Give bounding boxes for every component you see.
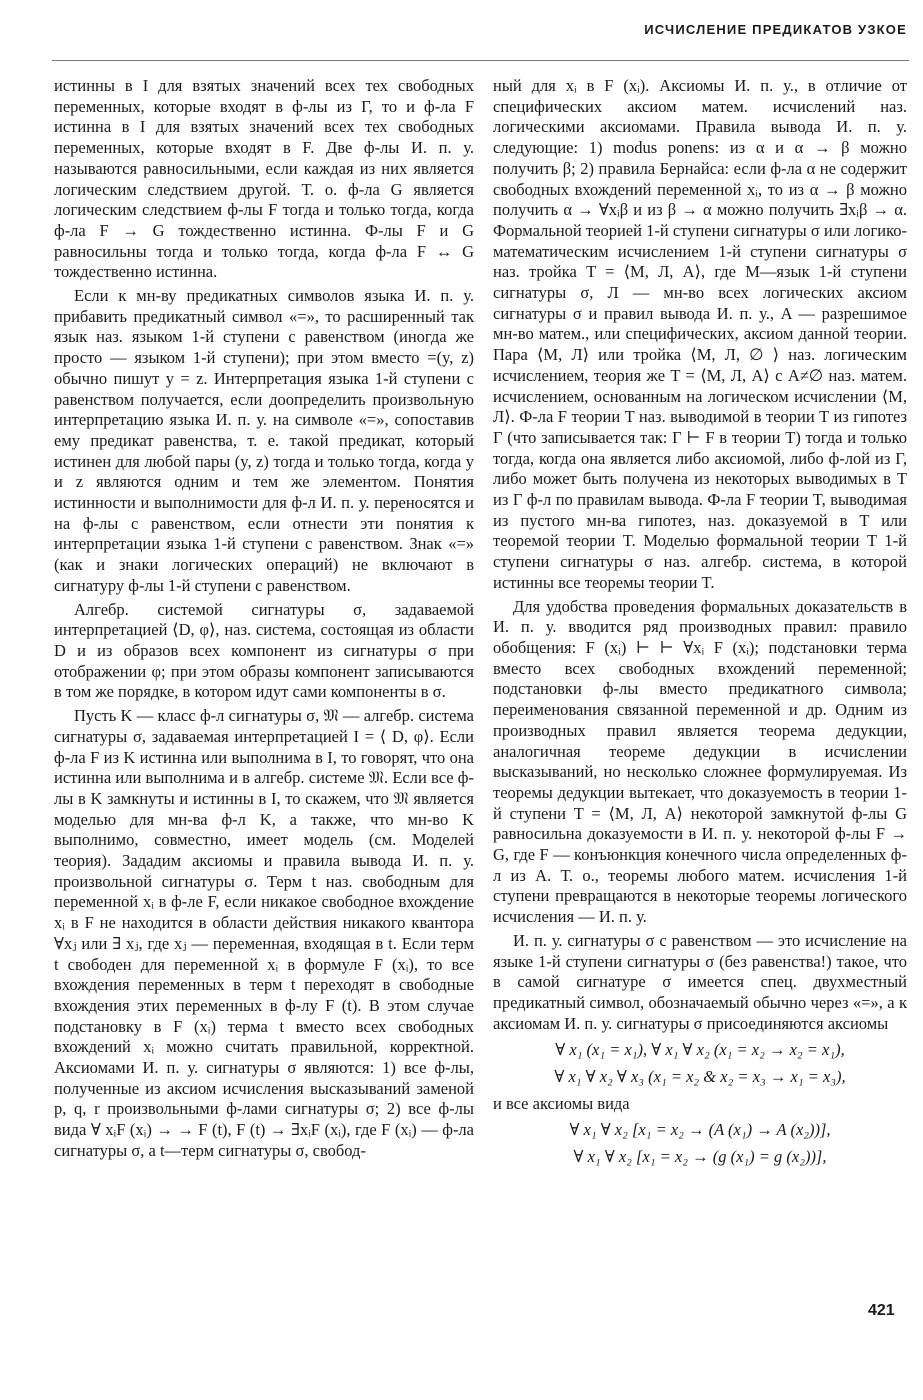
left-column [54, 76, 474, 1165]
paragraph: Алгебр. системой сигнатуры σ, задаваемой интерпретацией ⟨D, φ⟩, наз. система, состоящая из области D и из образов всех компонент из сигнатуры σ при отображении φ; при этом образы компонент записываются в том же порядке, в котором идут сами компоненты в σ. [54, 599, 474, 702]
paragraph: Если к мн-ву предикатных символов языка И. п. у. прибавить предикатный символ «=», то расширенный так язык наз. языком 1-й ступени с равенством (иногда же просто — языком 1-й ступени); при этом вместо =(y, z) обычно пишут y = z. Интерпретация языка 1-й ступени с равенством получается, если доопределить произвольную интерпретацию языка И. п. у. на символе «=», сопоставив ему предикат равенства, т. е. такой предикат, который истинен для любой пары (y, z) тогда и только тогда, когда y и z являются одним и тем же элементом. Понятия истинности и выполнимости для ф-л И. п. у. переносятся и на ф-лы с равенством, если отнести эти понятия к интерпретации языка 1-й ступени с равенством. Знак «=» (как и знаки логических операций) не включают в сигнатуру ф-лы 1-й ступени с равенством. [54, 286, 474, 595]
paragraph: Пусть K — класс ф-л сигнатуры σ, 𝔐 — алгебр. система сигнатуры σ, задаваемая интерпретацией I = ⟨ D, φ⟩. Если ф-ла F из K истинна или выполнима в I, то говорят, что она истинна или выполнима и в алгебр. системе 𝔐. Если все ф-лы в K замкнуты и истинны в I, то скажем, что 𝔐 является моделью для мн-ва ф-л K, а также, что мн-во K выполнимо, совместно, имеет модель (см. Моделей теория). Зададим аксиомы и правила вывода И. п. у. произвольной сигнатуры σ. Терм t наз. свободным для переменной xᵢ в ф-ле F, если никакое свободное вхождение xᵢ в F не находится в области действия никакого квантора ∀xⱼ или ∃ xⱼ, где xⱼ — переменная, входящая в t. Если терм t свободен для переменной xᵢ в формуле F (xᵢ), то все вхождения переменных в терм t переходят в свободные вхождения этих переменных в ф-лу F (t). В этом случае подстановку в F (xᵢ) терма t вместо всех свободных вхождений xᵢ можно считать правильной, корректной. Аксиомами И. п. у. сигнатуры σ являются: 1) все ф-лы, полученные из аксиом исчисления высказываний заменой p, q, r произвольными ф-лами сигнатуры σ; 2) все ф-лы вида ∀ xᵢF (xᵢ) → → F (t), F (t) → ∃xᵢF (xᵢ), где F (xᵢ) — ф-ла сигнатуры σ, а t—терм сигнатуры σ, свобод- [54, 706, 474, 1160]
formula-line: ∀ x₁ (x₁ = x₁), ∀ x₁ ∀ x₂ (x₁ = x₂ → x₂ = x₁), [555, 1040, 845, 1060]
paragraph: истинны в I для взятых значений всех тех свободных переменных, которые входят в ф-лы из Γ, то и ф-ла F истинна в I для взятых значений всех тех свободных переменных, которые входят в F. Две ф-лы И. п. у. называются равносильными, если каждая из них является логическим следствием другой. Т. о. ф-ла G является логическим следствием ф-лы F тогда и только тогда, когда ф-ла F → G тождественно истинна. Ф-лы F и G равносильны тогда и только тогда, когда ф-ла F ↔ G тождественно истинна. [54, 76, 474, 282]
paragraph: Для удобства проведения формальных доказательств в И. п. у. вводится ряд производных правил: правило обобщения: F (xᵢ) ⊢ ⊢ ∀xᵢ F (xᵢ); подстановки терма вместо всех свободных вхождений переменной; подстановки ф-лы вместо предикатного символа; переименования связанной переменной и др. Одним из производных правил является теорема дедукции, аналогичная теореме дедукции в исчислении высказываний, но несколько сложнее формулируемая. Из теоремы дедукции вытекает, что доказуемость в теории 1-й ступени T = ⟨M, Л, A⟩ некоторой замкнутой ф-лы G равносильна доказуемости в И. п. у. некоторой ф-лы F → G, где F — конъюнкция конечного числа определенных ф-л из A. Т. о., теоремы любого матем. исчисления 1-й ступени превращаются в некоторые теоремы логического исчисления — И. п. у. [493, 596, 907, 927]
formula-line: ∀ x₁ ∀ x₂ [x₁ = x₂ → (g (x₁) = g (x₂))], [573, 1147, 827, 1167]
formula-line: ∀ x₁ ∀ x₂ [x₁ = x₂ → (A (x₁) → A (x₂))], [569, 1120, 831, 1140]
page-number: 421 [868, 1302, 895, 1319]
paragraph: И. п. у. сигнатуры σ с равенством — это исчисление на языке 1-й ступени сигнатуры σ (без равенства!) такое, что в самой сигнатуре σ имеется спец. двухместный предикатный символ, обозначаемый обычно через «=», а к аксиомам И. п. у. сигнатуры σ присоединяются аксиомы [493, 930, 907, 1033]
right-column [493, 76, 907, 1174]
formula-line: ∀ x₁ ∀ x₂ ∀ x₃ (x₁ = x₂ & x₂ = x₃ → x₁ = x₃), [554, 1067, 846, 1087]
running-header: ИСЧИСЛЕНИЕ ПРЕДИКАТОВ УЗКОЕ [644, 22, 907, 37]
header-rule [52, 60, 909, 61]
paragraph: и все аксиомы вида [493, 1093, 630, 1113]
paragraph: ный для xᵢ в F (xᵢ). Аксиомы И. п. у., в отличие от специфических аксиом матем. исчислений наз. логическими аксиомами. Правила вывода И. п. у. следующие: 1) modus ponens: из α и α → β можно получить β; 2) правила Бернайса: если ф-ла α не содержит свободных вхождений переменной xᵢ, то из α → β можно получить α → ∀xᵢβ и из β → α можно получить ∃xᵢβ → α. Формальной теорией 1-й ступени сигнатуры σ или логико-математическим исчислением 1-й ступени сигнатуры σ наз. тройка T = ⟨M, Л, A⟩, где M—язык 1-й ступени сигнатуры σ, Л — мн-во всех логических аксиом сигнатуры σ и правил вывода И. п. у., A — разрешимое мн-во матем., или специфических, аксиом данной теории. Пара ⟨M, Л⟩ или тройка ⟨M, Л, ∅ ⟩ наз. логическим исчислением, теория же T = ⟨M, Л, A⟩ с A≠∅ наз. матем. исчислением, основанным на логическом исчислении ⟨M, Л⟩. Ф-ла F теории T наз. выводимой в теории T из гипотез Γ (что записывается так: Γ ⊢ F в теории T) тогда и только тогда, когда она является либо аксиомой, либо ф-лой из Γ, либо может быть получена из некоторых выводимых в T из Γ ф-л по правилам вывода. Ф-ла F теории T, выводимая из пустого мн-ва гипотез, наз. доказуемой в T или теоремой теории T. Моделью формальной теории T 1-й ступени сигнатуры σ наз. алгебр. система, в которой истинны все теоремы теории T. [493, 76, 907, 592]
